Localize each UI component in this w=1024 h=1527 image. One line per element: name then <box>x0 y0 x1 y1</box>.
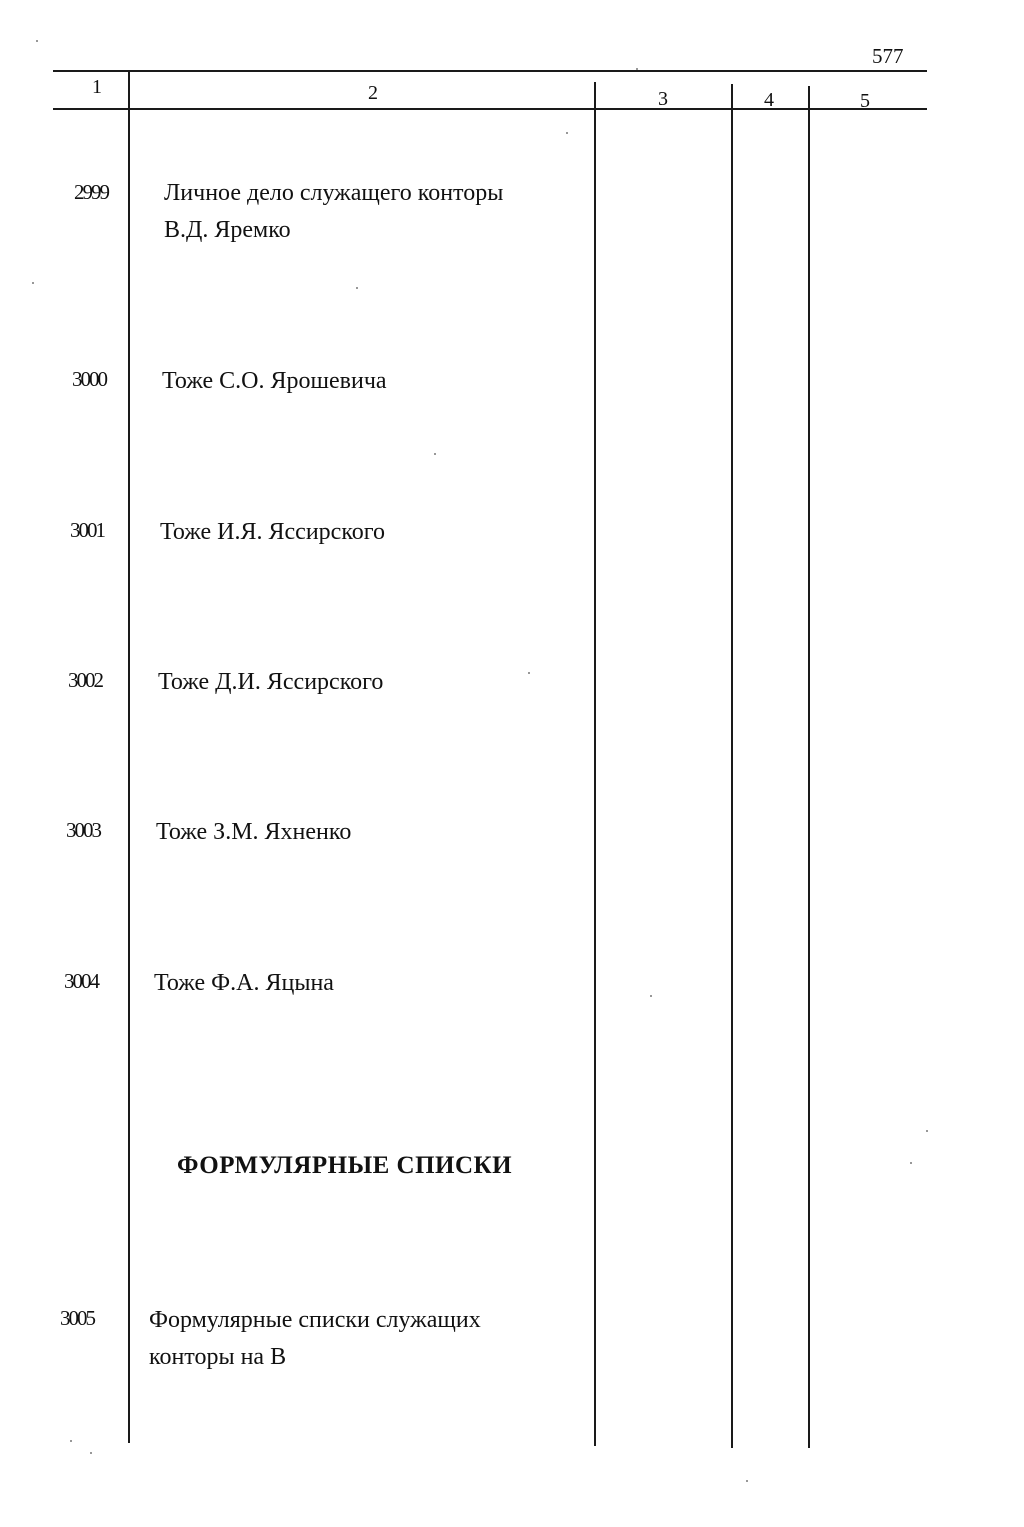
column-divider-1-2 <box>128 71 130 1443</box>
row-description-line: Тоже С.О. Ярошевича <box>162 368 387 394</box>
column-header-3: 3 <box>658 88 668 110</box>
row-description-line: Личное дело служащего конторы <box>164 180 504 206</box>
row-number: 3002 <box>68 668 102 692</box>
column-header-2: 2 <box>368 82 378 104</box>
row-number: 2999 <box>74 180 108 204</box>
scan-speck <box>566 132 568 134</box>
scan-speck <box>636 68 638 70</box>
scan-speck <box>650 995 652 997</box>
scan-speck <box>528 672 530 674</box>
row-description <box>158 664 383 701</box>
scan-speck <box>910 1162 912 1164</box>
row-description <box>164 175 503 249</box>
section-heading: ФОРМУЛЯРНЫЕ СПИСКИ <box>177 1152 513 1179</box>
row-description-line: Тоже Ф.А. Яцына <box>154 970 334 996</box>
row-description <box>156 814 351 851</box>
row-number: 3001 <box>70 518 104 542</box>
row-description-line: Тоже Д.И. Яссирского <box>158 669 384 695</box>
column-header-1: 1 <box>92 76 102 98</box>
column-header-5: 5 <box>860 90 870 112</box>
scan-speck <box>926 1130 928 1132</box>
row-description-line: В.Д. Яремко <box>164 217 291 243</box>
column-divider-2-3 <box>594 82 596 1446</box>
header-top-rule <box>53 70 927 72</box>
row-description <box>154 965 334 1002</box>
column-divider-4-5 <box>808 86 810 1448</box>
scan-speck <box>746 1480 748 1482</box>
header-bottom-rule <box>53 108 927 110</box>
column-divider-3-4 <box>731 84 733 1448</box>
column-header-4: 4 <box>764 89 774 111</box>
scan-speck <box>434 453 436 455</box>
scan-speck <box>32 282 34 284</box>
row-description-line: конторы на В <box>149 1344 287 1370</box>
page-number: 577 <box>872 44 904 68</box>
scan-speck <box>70 1440 72 1442</box>
row-description-line: Тоже И.Я. Яссирского <box>160 519 386 545</box>
row-number: 3005 <box>60 1306 94 1330</box>
row-description <box>160 514 385 551</box>
scan-speck <box>356 287 358 289</box>
row-description <box>149 1302 481 1376</box>
scan-speck <box>36 40 38 42</box>
row-number: 3003 <box>66 818 100 842</box>
row-number: 3004 <box>64 969 98 993</box>
row-description <box>162 363 387 400</box>
scan-speck <box>90 1452 92 1454</box>
row-description-line: Тоже З.М. Яхненко <box>156 819 352 845</box>
row-number: 3000 <box>72 367 106 391</box>
row-description-line: Формулярные списки служащих <box>149 1307 481 1333</box>
